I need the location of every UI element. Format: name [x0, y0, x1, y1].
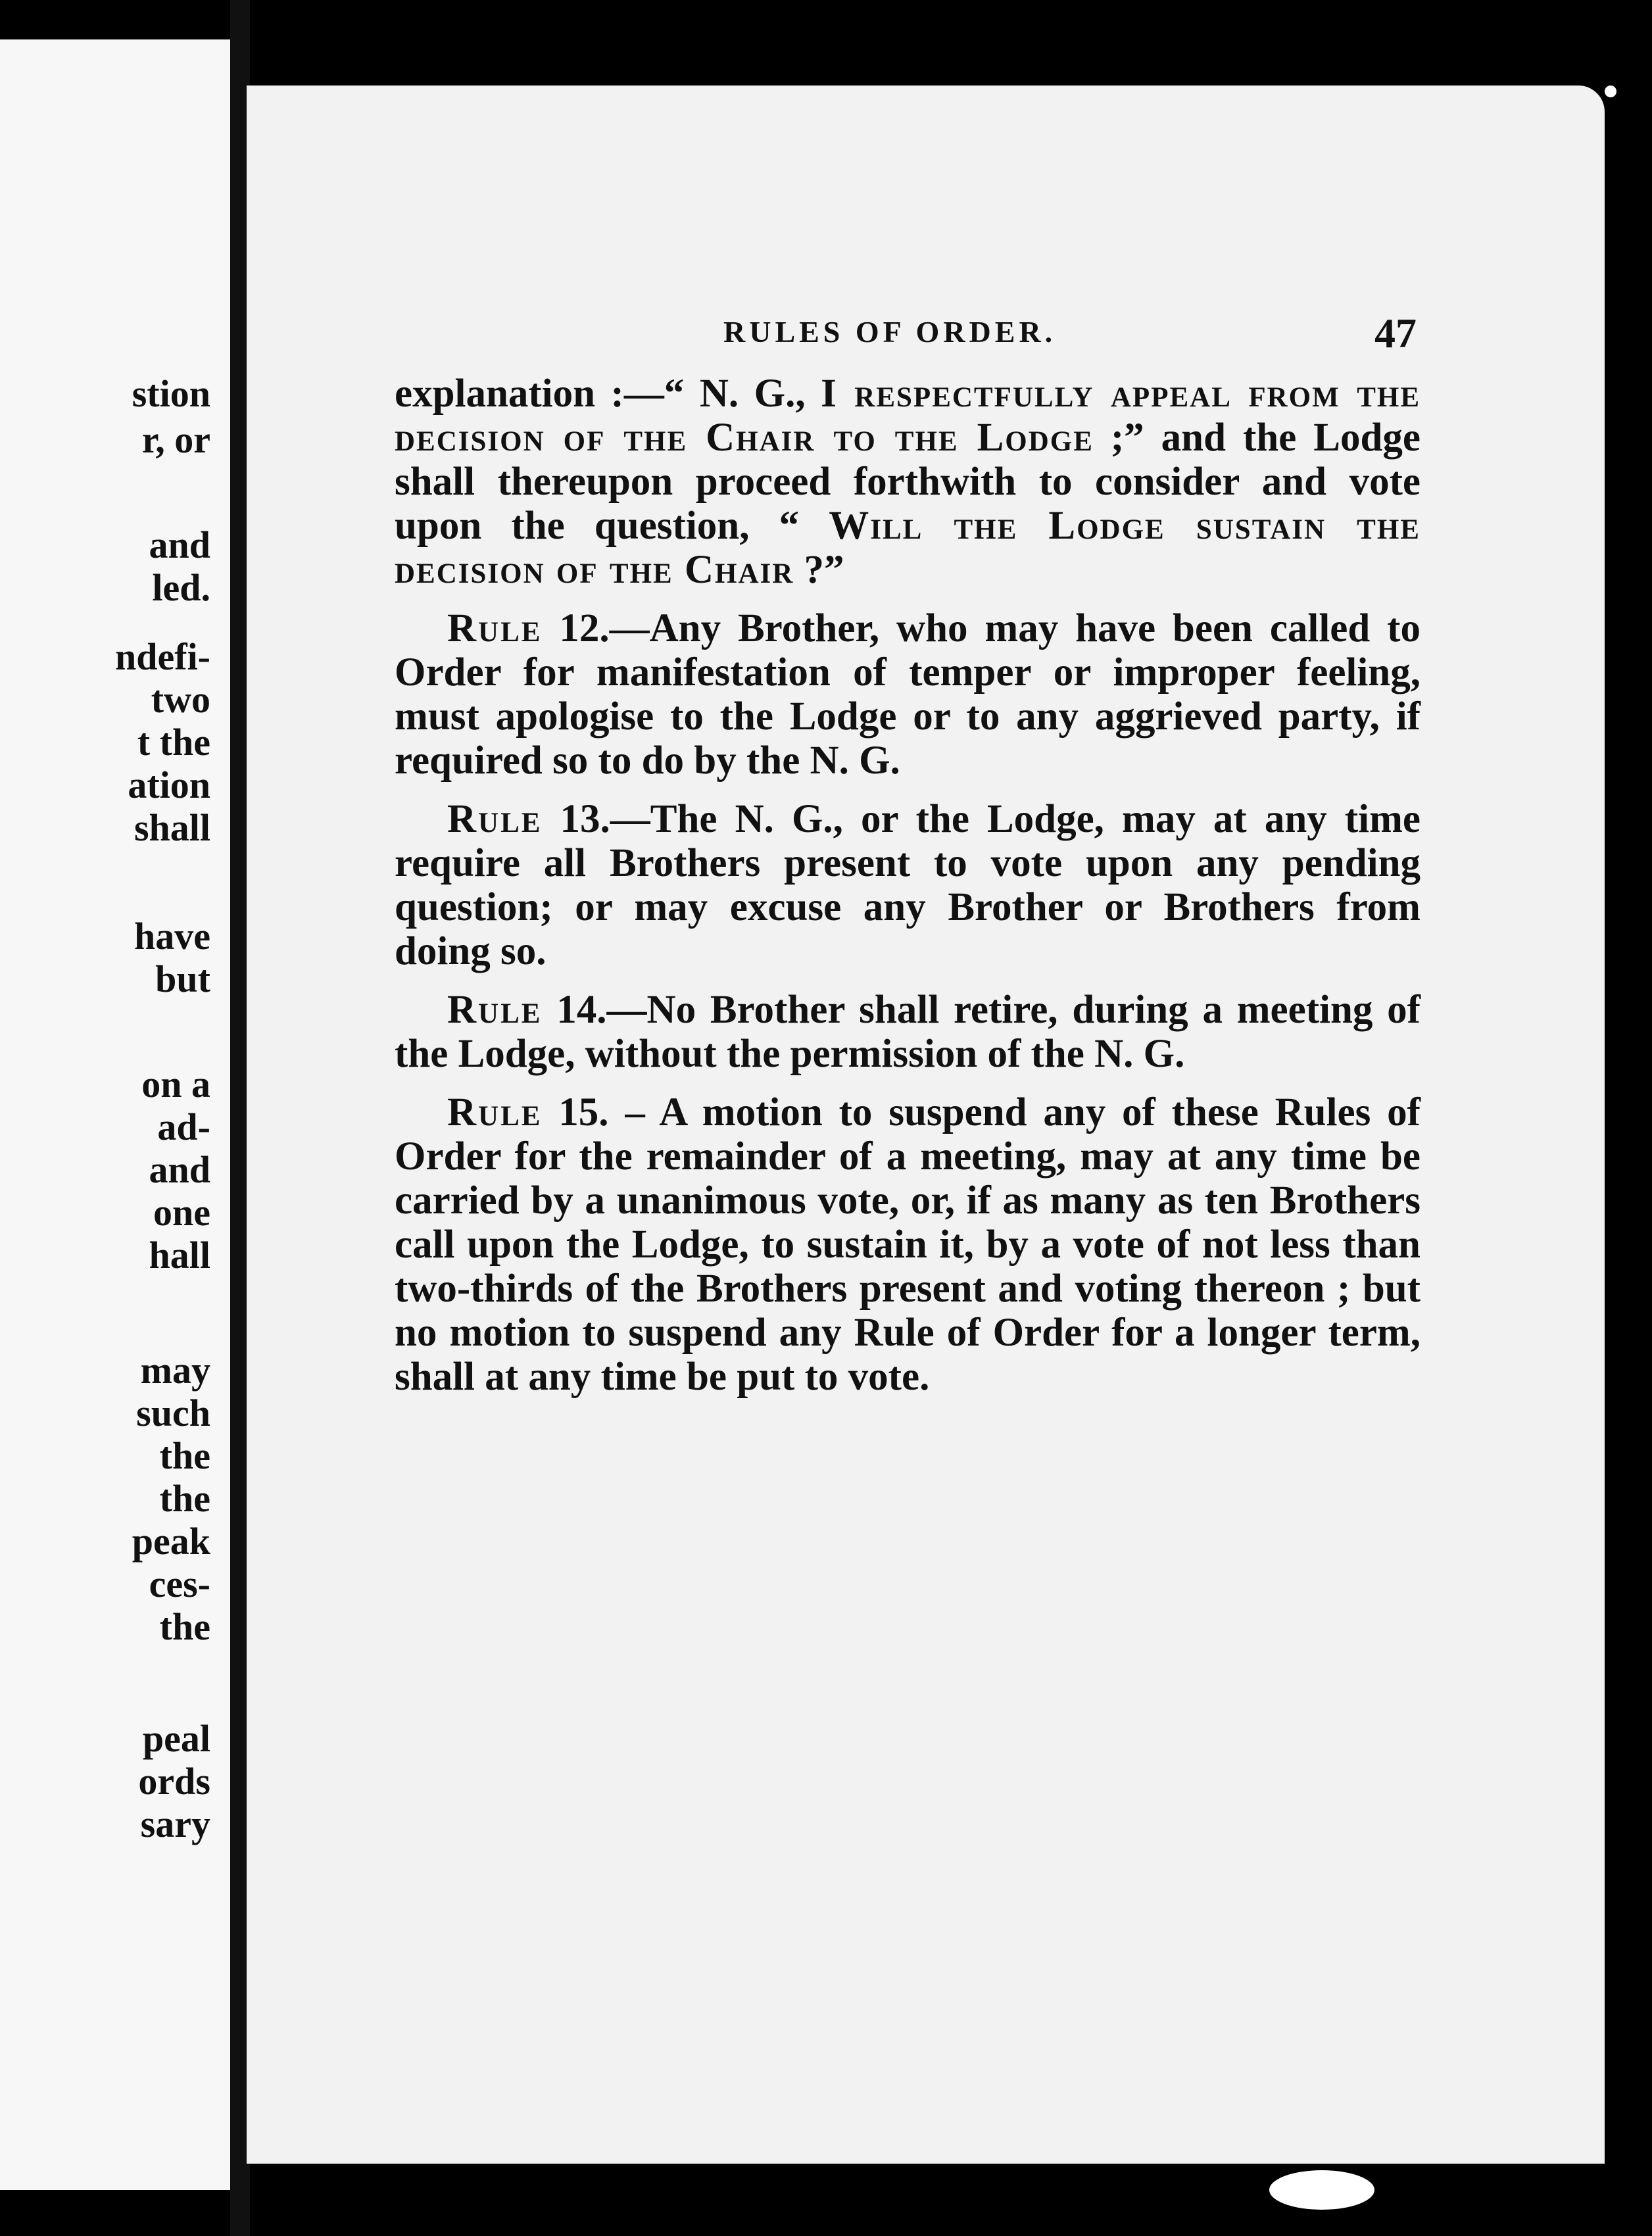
left-line: one: [153, 1191, 210, 1234]
left-line: shall: [134, 806, 210, 849]
running-head: RULES OF ORDER.: [723, 315, 1057, 349]
left-line: two: [151, 678, 210, 721]
rule-label: Rule: [447, 1090, 543, 1134]
page-body: [395, 372, 1421, 1413]
rule-text: 13.—The N. G., or the Lodge, may at any time require all Brothers present to vote upon any pending question; or may excuse any Brother or Brothers from doing so.: [395, 797, 1421, 973]
rule-label: Rule: [447, 797, 543, 841]
rule-label: Rule: [447, 606, 543, 650]
rule-12: [395, 606, 1421, 783]
text-run: ;” and the Lodge shall thereupon proceed forthwith to consider and vote upon the question, “: [395, 416, 1421, 548]
left-line: such: [136, 1392, 210, 1434]
rule-text: 14.—No Brother shall retire, during a meeting of the Lodge, without the permission of the N. G.: [395, 988, 1421, 1076]
rule-label: Rule: [447, 988, 543, 1032]
paragraph-explanation: [395, 372, 1421, 592]
page-number: 47: [1374, 310, 1417, 356]
rule-text: 12.—Any Brother, who may have been called to Order for manifestation of temper or improper feeling, must apologise to the Lodge or to any aggrieved party, if required so to do by the N. G.: [395, 606, 1421, 783]
rule-13: [395, 797, 1421, 973]
rule-15: [395, 1090, 1421, 1399]
text-run: explanation :—“ N. G.,: [395, 372, 821, 416]
left-line: ords: [138, 1760, 210, 1803]
left-line: may: [140, 1349, 210, 1392]
facing-page-fragment: [0, 39, 230, 2190]
rule-text: 15. – A motion to suspend any of these Rules of Order for the remainder of a meeting, may at any time be carried by a unanimous vote, or, if as many as ten Brothers call upon the Lodge, to sustain it, by a vote of not less than two-thirds of the Brothers present and voting thereon ; but no motion to suspend any Rule of Order for a longer term, shall at any time be put to vote.: [395, 1090, 1421, 1399]
left-line: peal: [142, 1717, 210, 1760]
rule-14: [395, 988, 1421, 1076]
left-line: ation: [128, 764, 210, 806]
left-line: but: [155, 958, 210, 1000]
left-line: ces-: [149, 1563, 210, 1605]
appeal-formula: I respectfully appeal from the decision of the Chair to the Lodge: [395, 372, 1421, 460]
paper-damage-mark: [1605, 85, 1616, 97]
paper-damage-mark: [1269, 2170, 1374, 2210]
question-formula: Will the Lodge sustain the decision of the Chair: [395, 504, 1421, 592]
left-line: the: [159, 1605, 210, 1648]
left-line: r, or: [141, 418, 210, 461]
left-line: sary: [140, 1803, 210, 1845]
left-line: the: [159, 1477, 210, 1520]
left-line: have: [134, 915, 210, 958]
left-line: stion: [132, 372, 210, 415]
left-line: t the: [137, 721, 210, 764]
text-run: ?”: [794, 548, 844, 592]
left-line: on a: [141, 1063, 210, 1106]
left-line: peak: [132, 1520, 210, 1563]
left-line: led.: [152, 566, 210, 609]
left-line: and: [149, 523, 210, 566]
left-line: the: [159, 1434, 210, 1477]
left-line: ndefi-: [115, 635, 210, 678]
left-line: hall: [149, 1234, 210, 1276]
left-line: and: [149, 1148, 210, 1191]
left-line: ad-: [157, 1106, 210, 1148]
